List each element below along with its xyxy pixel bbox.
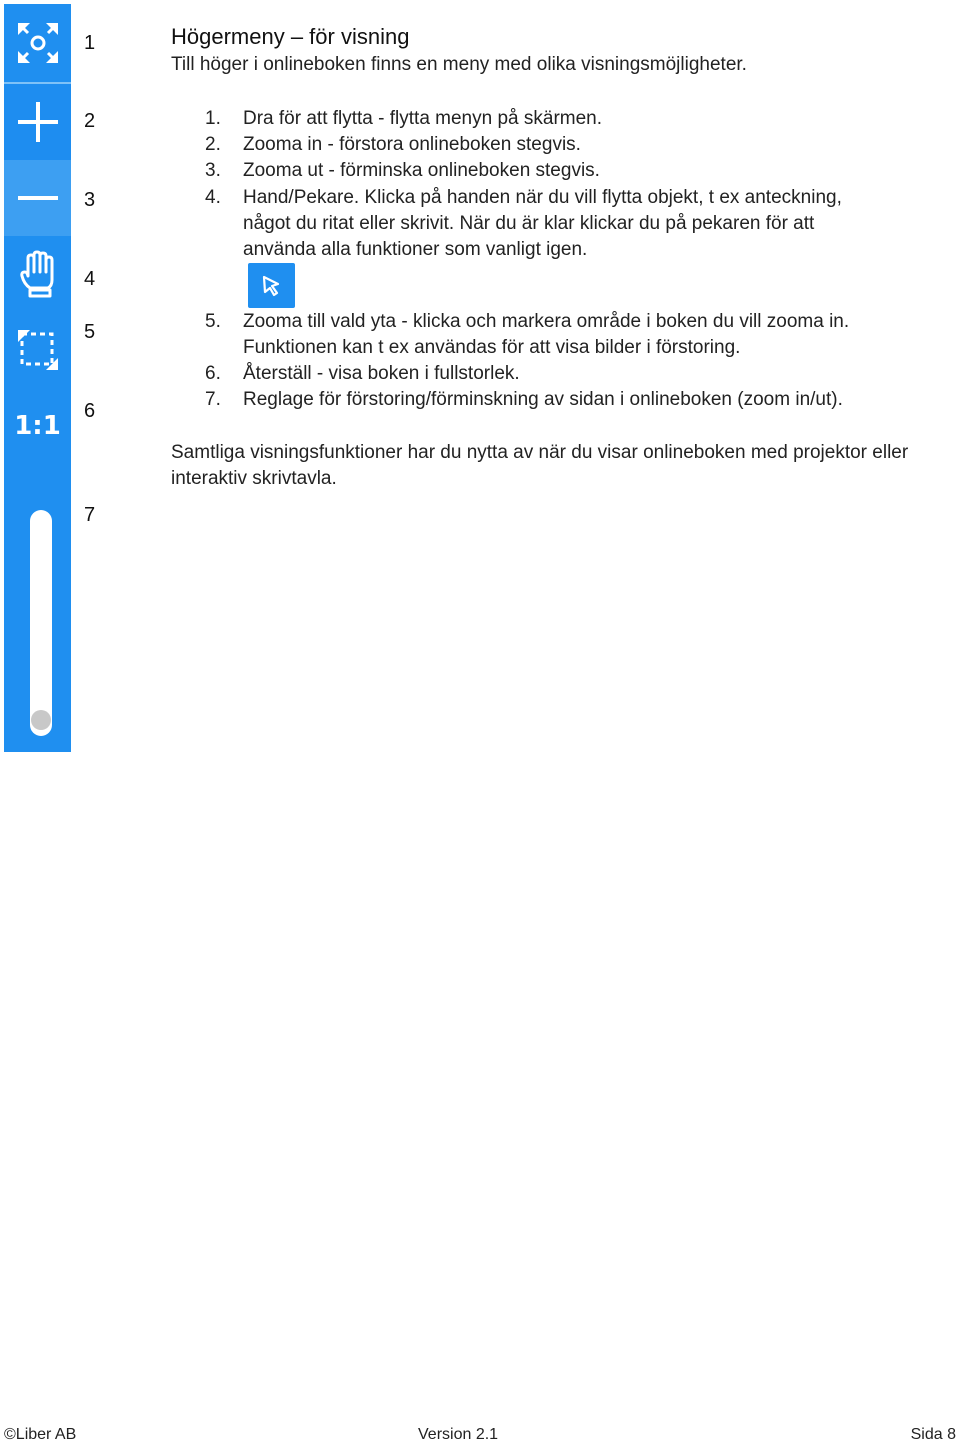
zoom-in-icon [16,100,60,144]
list-text: Zooma ut - förminska onlineboken stegvis. [243,160,600,181]
footer-version: Version 2.1 [418,1426,499,1443]
toolbar-number: 4 [84,268,96,290]
toolbar-number: 2 [84,110,96,132]
hand-icon [18,250,58,298]
list-number: 5. [205,311,221,332]
zoom-selection-button[interactable] [4,312,71,388]
list-text: Reglage för förstoring/förminskning av sidan i onlineboken (zoom in/ut). [243,389,843,410]
footer-copyright: ©Liber AB [4,1426,77,1443]
zoom-out-icon [16,176,60,220]
list-number: 7. [205,389,221,410]
move-icon [14,19,62,67]
hand-tool-button[interactable] [4,236,71,312]
summary-text: Samtliga visningsfunktioner har du nytta av när du visar onlineboken med projektor eller interaktiv skrivtavla. [171,442,909,489]
reset-zoom-button[interactable] [4,388,71,464]
pointer-icon [260,274,284,298]
view-toolbar [4,4,71,752]
toolbar-number: 1 [84,32,96,54]
list-number: 1. [205,108,221,129]
toolbar-number: 6 [84,400,96,422]
zoom-out-button[interactable] [4,160,71,236]
move-button[interactable] [4,4,71,82]
toolbar-number: 5 [84,321,96,343]
list-text: Återställ - visa boken i fullstorlek. [243,363,520,384]
zoom-selection-icon [16,328,60,372]
page-heading: Högermeny – för visning [171,24,410,49]
zoom-slider-thumb[interactable] [31,710,51,730]
toolbar-number: 7 [84,504,96,526]
list-text: Hand/Pekare. Klicka på handen när du vill flytta objekt, t ex anteckning, något du ritat eller skrivit. När du är klar klickar du på pekaren för att använda alla funktioner som vanligt igen. [243,187,842,260]
zoom-slider[interactable] [30,510,52,736]
list-text: Dra för att flytta - flytta menyn på skärmen. [243,108,603,129]
list-number: 2. [205,134,221,155]
intro-text: Till höger i onlineboken finns en meny med olika visningsmöjligheter. [171,54,747,75]
reset-zoom-icon: 1:1 [14,411,61,441]
list-number: 3. [205,160,221,181]
pointer-button [248,263,295,308]
zoom-in-button[interactable] [4,84,71,160]
list-number: 4. [205,187,221,208]
toolbar-number: 3 [84,189,96,211]
footer-page-number: Sida 8 [910,1426,956,1443]
list-text: Zooma till vald yta - klicka och markera område i boken du vill zooma in. Funktionen kan t ex användas för att visa bilder i förstoring. [243,311,850,358]
list-number: 6. [205,363,221,384]
list-text: Zooma in - förstora onlineboken stegvis. [243,134,581,155]
